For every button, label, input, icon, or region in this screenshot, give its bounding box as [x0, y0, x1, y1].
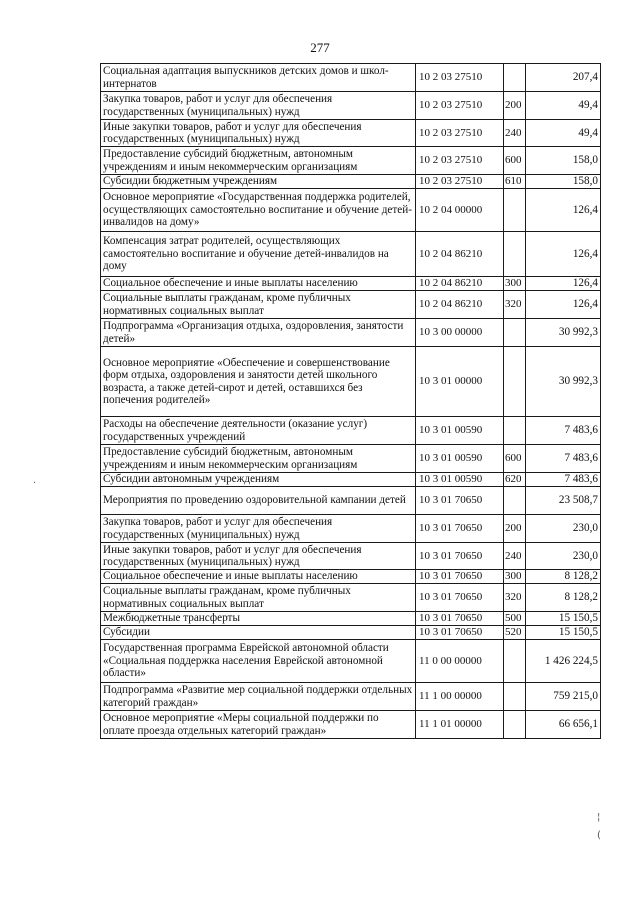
row-name: Иные закупки товаров, работ и услуг для обеспечения государственных (муниципальных) нужд — [101, 543, 416, 570]
row-code: 10 3 01 00000 — [416, 347, 504, 417]
row-name: Государственная программа Еврейской автономной области «Социальная поддержка населения Еврейской автономной области» — [101, 640, 416, 683]
row-amount: 49,4 — [526, 120, 601, 147]
row-amount: 126,4 — [526, 277, 601, 291]
row-name: Межбюджетные трансферты — [101, 612, 416, 626]
table-row — [101, 445, 601, 473]
row-expense-type: 200 — [504, 92, 526, 120]
row-code: 10 3 00 00000 — [416, 319, 504, 347]
row-code: 10 2 04 86210 — [416, 232, 504, 277]
scan-speck: ¦ — [597, 812, 601, 823]
row-expense-type: 600 — [504, 445, 526, 473]
scan-speck: ( — [597, 830, 601, 841]
row-amount: 49,4 — [526, 92, 601, 120]
row-amount: 126,4 — [526, 291, 601, 319]
row-code: 10 3 01 70650 — [416, 543, 504, 570]
row-expense-type: 300 — [504, 570, 526, 584]
row-name: Закупка товаров, работ и услуг для обеспечения государственных (муниципальных) нужд — [101, 92, 416, 120]
row-expense-type — [504, 347, 526, 417]
table-row — [101, 291, 601, 319]
row-code: 11 1 00 00000 — [416, 683, 504, 711]
row-name: Социальное обеспечение и иные выплаты населению — [101, 277, 416, 291]
row-amount: 30 992,3 — [526, 319, 601, 347]
row-expense-type — [504, 319, 526, 347]
table-row — [101, 64, 601, 92]
row-code: 10 3 01 70650 — [416, 570, 504, 584]
table-row — [101, 277, 601, 291]
row-code: 10 2 03 27510 — [416, 92, 504, 120]
table-row — [101, 570, 601, 584]
row-name: Подпрограмма «Развитие мер социальной поддержки отдельных категорий граждан» — [101, 683, 416, 711]
row-name: Социальные выплаты гражданам, кроме публичных нормативных социальных выплат — [101, 584, 416, 612]
table-row — [101, 319, 601, 347]
table-row — [101, 683, 601, 711]
row-expense-type — [504, 711, 526, 739]
row-expense-type — [504, 64, 526, 92]
row-amount: 230,0 — [526, 543, 601, 570]
budget-table — [100, 63, 601, 739]
table-row — [101, 515, 601, 543]
table-row — [101, 612, 601, 626]
row-code: 10 2 03 27510 — [416, 147, 504, 175]
table-row — [101, 711, 601, 739]
row-code: 10 3 01 00590 — [416, 445, 504, 473]
table-row — [101, 584, 601, 612]
row-code: 10 3 01 70650 — [416, 515, 504, 543]
row-amount: 230,0 — [526, 515, 601, 543]
row-expense-type — [504, 683, 526, 711]
row-expense-type: 500 — [504, 612, 526, 626]
table-row — [101, 626, 601, 640]
row-expense-type: 240 — [504, 120, 526, 147]
row-name: Мероприятия по проведению оздоровительной кампании детей — [101, 487, 416, 515]
row-amount: 158,0 — [526, 147, 601, 175]
row-code: 10 3 01 00590 — [416, 473, 504, 487]
row-name: Социальные выплаты гражданам, кроме публичных нормативных социальных выплат — [101, 291, 416, 319]
row-name: Расходы на обеспечение деятельности (оказание услуг) государственных учреждений — [101, 417, 416, 445]
row-name: Основное мероприятие «Меры социальной поддержки по оплате проезда отдельных категорий граждан» — [101, 711, 416, 739]
row-name: Закупка товаров, работ и услуг для обеспечения государственных (муниципальных) нужд — [101, 515, 416, 543]
row-name: Подпрограмма «Организация отдыха, оздоровления, занятости детей» — [101, 319, 416, 347]
row-code: 10 3 01 70650 — [416, 612, 504, 626]
row-name: Социальная адаптация выпускников детских домов и школ-интернатов — [101, 64, 416, 92]
row-amount: 66 656,1 — [526, 711, 601, 739]
row-code: 10 3 01 70650 — [416, 584, 504, 612]
row-expense-type: 600 — [504, 147, 526, 175]
table-row — [101, 147, 601, 175]
row-code: 10 2 03 27510 — [416, 175, 504, 189]
row-amount: 207,4 — [526, 64, 601, 92]
table-row — [101, 189, 601, 232]
row-name: Социальное обеспечение и иные выплаты населению — [101, 570, 416, 584]
row-code: 10 3 01 00590 — [416, 417, 504, 445]
row-expense-type: 520 — [504, 626, 526, 640]
row-expense-type: 300 — [504, 277, 526, 291]
row-expense-type: 240 — [504, 543, 526, 570]
row-name: Основное мероприятие «Государственная поддержка родителей, осуществляющих самостоятельно воспитание и обучение детей-инвалидов на дому» — [101, 189, 416, 232]
row-expense-type: 320 — [504, 584, 526, 612]
row-amount: 126,4 — [526, 189, 601, 232]
row-amount: 8 128,2 — [526, 584, 601, 612]
row-name: Компенсация затрат родителей, осуществляющих самостоятельно воспитание и обучение детей-инвалидов на дому — [101, 232, 416, 277]
row-expense-type — [504, 640, 526, 683]
table-row — [101, 175, 601, 189]
table-row — [101, 347, 601, 417]
row-expense-type: 200 — [504, 515, 526, 543]
row-expense-type — [504, 487, 526, 515]
row-code: 10 2 03 27510 — [416, 120, 504, 147]
row-amount: 8 128,2 — [526, 570, 601, 584]
row-expense-type — [504, 189, 526, 232]
row-amount: 23 508,7 — [526, 487, 601, 515]
table-row — [101, 487, 601, 515]
row-name: Предоставление субсидий бюджетным, автономным учреждениям и иным некоммерческим организациям — [101, 445, 416, 473]
row-amount: 126,4 — [526, 232, 601, 277]
row-amount: 1 426 224,5 — [526, 640, 601, 683]
row-expense-type: 610 — [504, 175, 526, 189]
row-name: Иные закупки товаров, работ и услуг для обеспечения государственных (муниципальных) нужд — [101, 120, 416, 147]
row-code: 10 2 04 86210 — [416, 277, 504, 291]
row-code: 10 2 04 86210 — [416, 291, 504, 319]
row-code: 11 1 01 00000 — [416, 711, 504, 739]
row-name: Основное мероприятие «Обеспечение и совершенствование форм отдыха, оздоровления и занятости детей школьного возраста, а также детей-сирот и детей, оставшихся без попечения родителей» — [101, 347, 416, 417]
row-code: 10 3 01 70650 — [416, 626, 504, 640]
row-amount: 158,0 — [526, 175, 601, 189]
row-expense-type: 620 — [504, 473, 526, 487]
table-row — [101, 640, 601, 683]
row-name: Субсидии — [101, 626, 416, 640]
table-row — [101, 120, 601, 147]
row-amount: 7 483,6 — [526, 445, 601, 473]
row-code: 11 0 00 00000 — [416, 640, 504, 683]
row-expense-type — [504, 232, 526, 277]
table-row — [101, 92, 601, 120]
row-name: Предоставление субсидий бюджетным, автономным учреждениям и иным некоммерческим организациям — [101, 147, 416, 175]
row-name: Субсидии бюджетным учреждениям — [101, 175, 416, 189]
row-code: 10 2 03 27510 — [416, 64, 504, 92]
row-amount: 15 150,5 — [526, 612, 601, 626]
row-amount: 759 215,0 — [526, 683, 601, 711]
row-amount: 7 483,6 — [526, 417, 601, 445]
table-row — [101, 473, 601, 487]
scan-speck: · — [33, 478, 37, 489]
row-expense-type — [504, 417, 526, 445]
row-code: 10 3 01 70650 — [416, 487, 504, 515]
row-amount: 15 150,5 — [526, 626, 601, 640]
row-name: Субсидии автономным учреждениям — [101, 473, 416, 487]
table-row — [101, 417, 601, 445]
page-number: 277 — [310, 40, 330, 55]
table-row — [101, 543, 601, 570]
row-amount: 7 483,6 — [526, 473, 601, 487]
row-code: 10 2 04 00000 — [416, 189, 504, 232]
row-expense-type: 320 — [504, 291, 526, 319]
row-amount: 30 992,3 — [526, 347, 601, 417]
table-row — [101, 232, 601, 277]
